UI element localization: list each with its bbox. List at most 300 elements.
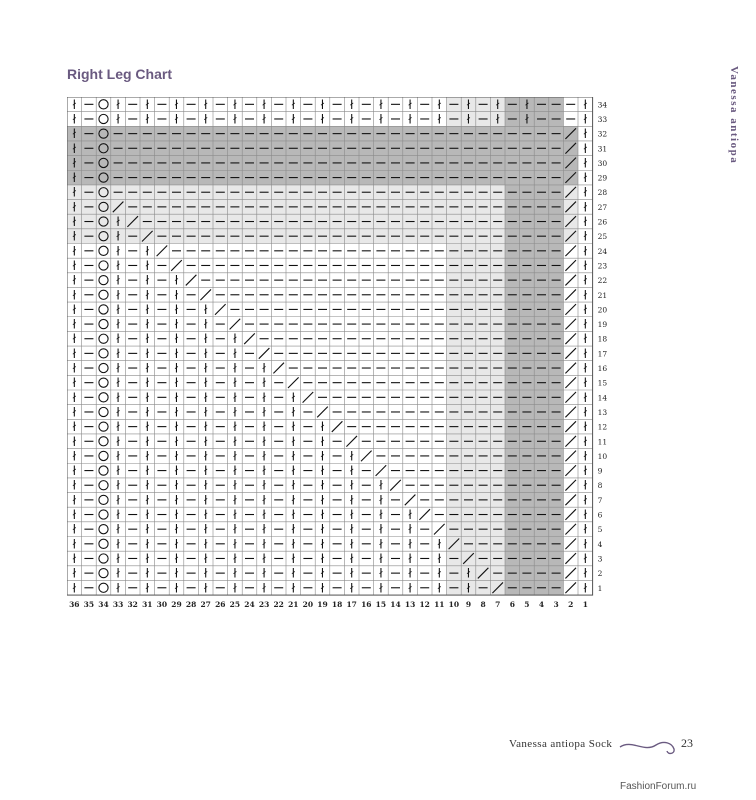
decrease-symbol	[434, 524, 445, 535]
knit-tbl-symbol: ł	[291, 478, 296, 493]
column-label: 30	[156, 600, 168, 610]
knit-tbl-symbol: ł	[291, 522, 296, 537]
knit-tbl-symbol: ł	[583, 288, 588, 303]
decrease-symbol	[565, 246, 576, 257]
row-label: 11	[597, 437, 608, 447]
knit-tbl-symbol: ł	[408, 566, 412, 581]
knit-tbl-symbol: ł	[203, 434, 208, 449]
decrease-symbol	[419, 509, 430, 520]
knit-tbl-symbol: ł	[291, 420, 296, 435]
knit-tbl-symbol: ł	[379, 112, 383, 127]
decrease-symbol	[565, 289, 576, 300]
knit-tbl-symbol: ł	[583, 464, 588, 479]
decrease-symbol	[215, 304, 226, 315]
knit-tbl-symbol: ł	[174, 97, 179, 112]
knit-tbl-symbol: ł	[174, 449, 179, 464]
knit-tbl-symbol: ł	[116, 405, 120, 420]
knit-tbl-symbol: ł	[583, 112, 588, 127]
knit-tbl-symbol: ł	[116, 229, 120, 244]
knit-tbl-symbol: ł	[466, 112, 471, 127]
knit-tbl-symbol: ł	[437, 566, 442, 581]
decrease-symbol	[565, 524, 576, 535]
column-label: 7	[495, 600, 501, 610]
knit-tbl-symbol: ł	[116, 551, 120, 566]
knit-tbl-symbol: ł	[72, 112, 77, 127]
decrease-symbol	[565, 480, 576, 491]
column-label: 25	[229, 600, 241, 610]
knit-tbl-symbol: ł	[349, 464, 354, 479]
knit-tbl-symbol: ł	[320, 97, 325, 112]
knit-tbl-symbol: ł	[437, 537, 442, 552]
column-label: 11	[434, 600, 445, 610]
row-label: 22	[597, 276, 608, 286]
knit-tbl-symbol: ł	[116, 288, 120, 303]
knit-tbl-symbol: ł	[262, 405, 266, 420]
knit-tbl-symbol: ł	[203, 464, 208, 479]
knit-tbl-symbol: ł	[262, 434, 266, 449]
knit-tbl-symbol: ł	[525, 97, 529, 112]
column-label: 24	[244, 600, 255, 610]
yarn-over-symbol	[99, 481, 108, 490]
knit-tbl-symbol: ł	[203, 522, 208, 537]
knit-tbl-symbol: ł	[174, 317, 179, 332]
knit-tbl-symbol: ł	[349, 112, 354, 127]
knit-tbl-symbol: ł	[233, 493, 237, 508]
knit-tbl-symbol: ł	[72, 317, 77, 332]
knit-tbl-symbol: ł	[262, 390, 266, 405]
knit-tbl-symbol: ł	[145, 522, 150, 537]
yarn-over-symbol	[99, 525, 108, 534]
knit-tbl-symbol: ł	[145, 478, 150, 493]
knit-tbl-symbol: ł	[583, 171, 588, 186]
knit-tbl-symbol: ł	[72, 156, 77, 171]
footer-pattern-name: Vanessa antiopa Sock	[509, 738, 613, 750]
column-label: 26	[215, 600, 226, 610]
knit-tbl-symbol: ł	[145, 302, 150, 317]
knit-tbl-symbol: ł	[174, 537, 179, 552]
knit-tbl-symbol: ł	[466, 566, 471, 581]
decrease-symbol	[171, 260, 182, 271]
knit-tbl-symbol: ł	[174, 405, 179, 420]
knit-tbl-symbol: ł	[72, 493, 77, 508]
knit-tbl-symbol: ł	[145, 346, 150, 361]
knit-tbl-symbol: ł	[262, 376, 266, 391]
knit-tbl-symbol: ł	[262, 581, 266, 596]
decrease-symbol	[317, 407, 328, 418]
knit-tbl-symbol: ł	[72, 420, 77, 435]
knit-tbl-symbol: ł	[116, 581, 120, 596]
knit-tbl-symbol: ł	[262, 361, 266, 376]
knit-tbl-symbol: ł	[437, 97, 442, 112]
knit-tbl-symbol: ł	[291, 493, 296, 508]
knit-tbl-symbol: ł	[349, 581, 354, 596]
knit-tbl-symbol: ł	[72, 522, 77, 537]
knit-tbl-symbol: ł	[291, 581, 296, 596]
watermark: FashionForum.ru	[620, 781, 697, 792]
row-label: 30	[597, 158, 608, 168]
column-label: 27	[200, 600, 211, 610]
knit-tbl-symbol: ł	[379, 97, 383, 112]
row-label: 28	[597, 188, 608, 198]
knit-tbl-symbol: ł	[495, 97, 500, 112]
knit-tbl-symbol: ł	[291, 405, 296, 420]
knit-tbl-symbol: ł	[174, 288, 179, 303]
column-label: 1	[582, 600, 588, 610]
yarn-over-symbol	[99, 583, 108, 592]
knit-tbl-symbol: ł	[408, 551, 412, 566]
knit-tbl-symbol: ł	[583, 478, 588, 493]
yarn-over-symbol	[99, 495, 108, 504]
row-label: 34	[597, 100, 608, 110]
knit-tbl-symbol: ł	[174, 390, 179, 405]
knit-tbl-symbol: ł	[408, 522, 412, 537]
knit-tbl-symbol: ł	[466, 581, 471, 596]
column-label: 34	[98, 600, 109, 610]
knit-tbl-symbol: ł	[583, 405, 588, 420]
knit-tbl-symbol: ł	[72, 127, 77, 142]
knit-tbl-symbol: ł	[116, 420, 120, 435]
knit-tbl-symbol: ł	[349, 566, 354, 581]
knit-tbl-symbol: ł	[437, 112, 442, 127]
column-label: 23	[258, 600, 270, 610]
knit-tbl-symbol: ł	[262, 508, 266, 523]
knit-tbl-symbol: ł	[72, 346, 77, 361]
knit-tbl-symbol: ł	[145, 273, 150, 288]
knit-tbl-symbol: ł	[320, 434, 325, 449]
column-label: 22	[273, 600, 284, 610]
knit-tbl-symbol: ł	[583, 346, 588, 361]
knit-tbl-symbol: ł	[116, 258, 120, 273]
knit-tbl-symbol: ł	[291, 434, 296, 449]
knit-tbl-symbol: ł	[116, 317, 120, 332]
yarn-over-symbol	[99, 319, 108, 328]
yarn-over-symbol	[99, 363, 108, 372]
knit-tbl-symbol: ł	[145, 581, 150, 596]
knit-tbl-symbol: ł	[349, 478, 354, 493]
knit-tbl-symbol: ł	[262, 551, 266, 566]
row-label: 33	[597, 114, 608, 124]
knit-tbl-symbol: ł	[262, 537, 266, 552]
decrease-symbol	[186, 275, 197, 286]
knit-tbl-symbol: ł	[262, 522, 266, 537]
row-label: 29	[597, 173, 608, 183]
knit-tbl-symbol: ł	[72, 376, 77, 391]
knit-tbl-symbol: ł	[72, 405, 77, 420]
decrease-symbol	[565, 319, 576, 330]
knit-tbl-symbol: ł	[525, 112, 529, 127]
knit-tbl-symbol: ł	[320, 112, 325, 127]
decrease-symbol	[565, 363, 576, 374]
knit-tbl-symbol: ł	[145, 464, 150, 479]
knit-tbl-symbol: ł	[379, 581, 383, 596]
knit-tbl-symbol: ł	[116, 508, 120, 523]
knit-tbl-symbol: ł	[320, 464, 325, 479]
knit-tbl-symbol: ł	[233, 332, 237, 347]
knit-tbl-symbol: ł	[203, 508, 208, 523]
knit-tbl-symbol: ł	[408, 112, 412, 127]
decrease-symbol	[244, 333, 255, 344]
column-label: 15	[375, 600, 387, 610]
column-label: 33	[112, 600, 124, 610]
knit-tbl-symbol: ł	[203, 493, 208, 508]
column-label: 18	[331, 600, 343, 610]
yarn-over-symbol	[99, 510, 108, 519]
knit-tbl-symbol: ł	[72, 141, 77, 156]
row-label: 12	[597, 422, 608, 432]
decrease-symbol	[259, 348, 270, 359]
knit-tbl-symbol: ł	[233, 346, 237, 361]
knit-tbl-symbol: ł	[116, 244, 120, 259]
knit-tbl-symbol: ł	[116, 478, 120, 493]
knit-tbl-symbol: ł	[72, 200, 77, 215]
knit-tbl-symbol: ł	[145, 376, 150, 391]
knit-tbl-symbol: ł	[203, 390, 208, 405]
column-label: 36	[69, 600, 80, 610]
knit-tbl-symbol: ł	[233, 449, 237, 464]
knit-tbl-symbol: ł	[583, 273, 588, 288]
column-label: 21	[288, 600, 299, 610]
row-label: 6	[597, 510, 603, 520]
knit-tbl-symbol: ł	[466, 97, 471, 112]
knit-tbl-symbol: ł	[203, 449, 208, 464]
decrease-symbol	[361, 451, 372, 462]
knit-tbl-symbol: ł	[174, 346, 179, 361]
knit-tbl-symbol: ł	[174, 420, 179, 435]
knit-tbl-symbol: ł	[116, 215, 120, 230]
column-label: 32	[127, 600, 138, 610]
knit-tbl-symbol: ł	[116, 390, 120, 405]
knit-tbl-symbol: ł	[72, 185, 77, 200]
knit-tbl-symbol: ł	[583, 200, 588, 215]
knit-tbl-symbol: ł	[583, 420, 588, 435]
knit-tbl-symbol: ł	[583, 551, 588, 566]
knit-tbl-symbol: ł	[174, 273, 179, 288]
knit-tbl-symbol: ł	[174, 376, 179, 391]
decrease-symbol	[288, 377, 299, 388]
row-label: 27	[597, 202, 608, 212]
knit-tbl-symbol: ł	[116, 522, 120, 537]
knit-tbl-symbol: ł	[72, 537, 77, 552]
knit-tbl-symbol: ł	[116, 449, 120, 464]
decrease-symbol	[565, 568, 576, 579]
decrease-symbol	[346, 436, 357, 447]
knit-tbl-symbol: ł	[233, 464, 237, 479]
knit-tbl-symbol: ł	[203, 332, 208, 347]
knit-tbl-symbol: ł	[233, 581, 237, 596]
decrease-symbol	[565, 509, 576, 520]
knit-tbl-symbol: ł	[72, 478, 77, 493]
knit-tbl-symbol: ł	[116, 493, 120, 508]
decrease-symbol	[390, 480, 401, 491]
knit-tbl-symbol: ł	[233, 97, 237, 112]
page-number: 23	[681, 736, 693, 750]
knit-tbl-symbol: ł	[233, 112, 237, 127]
yarn-over-symbol	[99, 349, 108, 358]
knit-tbl-symbol: ł	[349, 508, 354, 523]
decrease-symbol	[565, 451, 576, 462]
knit-tbl-symbol: ł	[72, 229, 77, 244]
decrease-symbol	[565, 495, 576, 506]
row-label: 9	[597, 466, 603, 476]
knit-tbl-symbol: ł	[203, 537, 208, 552]
knit-tbl-symbol: ł	[408, 97, 412, 112]
knit-tbl-symbol: ł	[320, 537, 325, 552]
decrease-symbol	[200, 289, 211, 300]
knitting-chart	[67, 97, 627, 627]
yarn-over-symbol	[99, 437, 108, 446]
knit-tbl-symbol: ł	[408, 508, 412, 523]
column-label: 16	[361, 600, 372, 610]
knit-tbl-symbol: ł	[203, 317, 208, 332]
knit-tbl-symbol: ł	[233, 405, 237, 420]
column-label: 5	[524, 600, 530, 610]
column-label: 35	[83, 600, 95, 610]
knit-tbl-symbol: ł	[72, 273, 77, 288]
knit-tbl-symbol: ł	[320, 508, 325, 523]
knit-tbl-symbol: ł	[291, 390, 296, 405]
decrease-symbol	[565, 260, 576, 271]
column-label: 10	[448, 600, 460, 610]
knit-tbl-symbol: ł	[291, 112, 296, 127]
knit-tbl-symbol: ł	[203, 112, 208, 127]
knit-tbl-symbol: ł	[72, 97, 77, 112]
knit-tbl-symbol: ł	[116, 376, 120, 391]
knit-tbl-symbol: ł	[116, 302, 120, 317]
knit-tbl-symbol: ł	[583, 127, 588, 142]
yarn-over-symbol	[99, 407, 108, 416]
knit-tbl-symbol: ł	[291, 551, 296, 566]
decrease-symbol	[565, 275, 576, 286]
knit-tbl-symbol: ł	[233, 508, 237, 523]
knit-tbl-symbol: ł	[174, 361, 179, 376]
knit-tbl-symbol: ł	[233, 566, 237, 581]
knit-tbl-symbol: ł	[262, 449, 266, 464]
yarn-over-symbol	[99, 422, 108, 431]
knit-tbl-symbol: ł	[379, 522, 383, 537]
decrease-symbol	[273, 363, 284, 374]
knit-tbl-symbol: ł	[408, 537, 412, 552]
knit-tbl-symbol: ł	[145, 317, 150, 332]
knit-tbl-symbol: ł	[72, 464, 77, 479]
knit-tbl-symbol: ł	[320, 420, 325, 435]
knit-tbl-symbol: ł	[583, 258, 588, 273]
row-label: 32	[597, 129, 608, 139]
knit-tbl-symbol: ł	[174, 478, 179, 493]
column-label: 4	[538, 600, 545, 610]
knit-tbl-symbol: ł	[291, 449, 296, 464]
knit-tbl-symbol: ł	[145, 551, 150, 566]
knit-tbl-symbol: ł	[116, 97, 120, 112]
decrease-symbol	[405, 495, 416, 506]
knit-tbl-symbol: ł	[145, 537, 150, 552]
knit-tbl-symbol: ł	[145, 288, 150, 303]
knit-tbl-symbol: ł	[72, 171, 77, 186]
knit-tbl-symbol: ł	[72, 244, 77, 259]
row-label: 19	[597, 320, 608, 330]
column-label: 31	[142, 600, 153, 610]
knit-tbl-symbol: ł	[174, 508, 179, 523]
row-label: 10	[597, 451, 608, 461]
knit-tbl-symbol: ł	[379, 566, 383, 581]
knit-tbl-symbol: ł	[116, 273, 120, 288]
knit-tbl-symbol: ł	[583, 390, 588, 405]
knit-tbl-symbol: ł	[203, 551, 208, 566]
knit-tbl-symbol: ł	[145, 258, 150, 273]
decrease-symbol	[565, 539, 576, 550]
yarn-over-symbol	[99, 466, 108, 475]
knit-tbl-symbol: ł	[379, 508, 383, 523]
decrease-symbol	[565, 421, 576, 432]
row-label: 5	[597, 525, 603, 535]
knit-tbl-symbol: ł	[583, 361, 588, 376]
knit-tbl-symbol: ł	[437, 581, 442, 596]
knit-tbl-symbol: ł	[203, 566, 208, 581]
knit-tbl-symbol: ł	[233, 478, 237, 493]
column-label: 12	[419, 600, 430, 610]
knit-tbl-symbol: ł	[583, 244, 588, 259]
knit-tbl-symbol: ł	[72, 332, 77, 347]
decrease-symbol	[230, 319, 241, 330]
knit-tbl-symbol: ł	[72, 390, 77, 405]
knit-tbl-symbol: ł	[320, 478, 325, 493]
knit-tbl-symbol: ł	[349, 551, 354, 566]
decrease-symbol	[565, 582, 576, 593]
column-label: 3	[553, 600, 559, 610]
knit-tbl-symbol: ł	[262, 493, 266, 508]
knit-tbl-symbol: ł	[145, 420, 150, 435]
knit-tbl-symbol: ł	[203, 405, 208, 420]
column-label: 6	[509, 600, 515, 610]
knit-tbl-symbol: ł	[349, 97, 354, 112]
row-label: 18	[597, 334, 608, 344]
knit-tbl-symbol: ł	[203, 478, 208, 493]
yarn-over-symbol	[99, 290, 108, 299]
flourish-icon	[618, 735, 678, 757]
knit-tbl-symbol: ł	[495, 112, 500, 127]
knit-tbl-symbol: ł	[291, 537, 296, 552]
row-label: 1	[597, 583, 603, 593]
yarn-over-symbol	[99, 569, 108, 578]
row-label: 21	[597, 290, 608, 300]
row-label: 13	[597, 407, 608, 417]
knit-tbl-symbol: ł	[379, 537, 383, 552]
knit-tbl-symbol: ł	[379, 478, 383, 493]
knit-tbl-symbol: ł	[72, 449, 77, 464]
knit-tbl-symbol: ł	[262, 478, 266, 493]
column-label: 19	[317, 600, 328, 610]
knit-tbl-symbol: ł	[174, 434, 179, 449]
knit-tbl-symbol: ł	[233, 522, 237, 537]
decrease-symbol	[565, 553, 576, 564]
column-label: 17	[346, 600, 357, 610]
knit-tbl-symbol: ł	[116, 464, 120, 479]
knit-tbl-symbol: ł	[72, 581, 77, 596]
yarn-over-symbol	[99, 539, 108, 548]
knit-tbl-symbol: ł	[145, 405, 150, 420]
column-label: 9	[465, 600, 472, 610]
knit-tbl-symbol: ł	[583, 141, 588, 156]
yarn-over-symbol	[99, 246, 108, 255]
knit-tbl-symbol: ł	[174, 581, 179, 596]
knit-tbl-symbol: ł	[72, 551, 77, 566]
knit-tbl-symbol: ł	[262, 112, 266, 127]
knit-tbl-symbol: ł	[203, 302, 208, 317]
knit-tbl-symbol: ł	[379, 493, 383, 508]
knit-tbl-symbol: ł	[72, 288, 77, 303]
knit-tbl-symbol: ł	[583, 156, 588, 171]
column-label: 20	[302, 600, 314, 610]
knit-tbl-symbol: ł	[72, 215, 77, 230]
